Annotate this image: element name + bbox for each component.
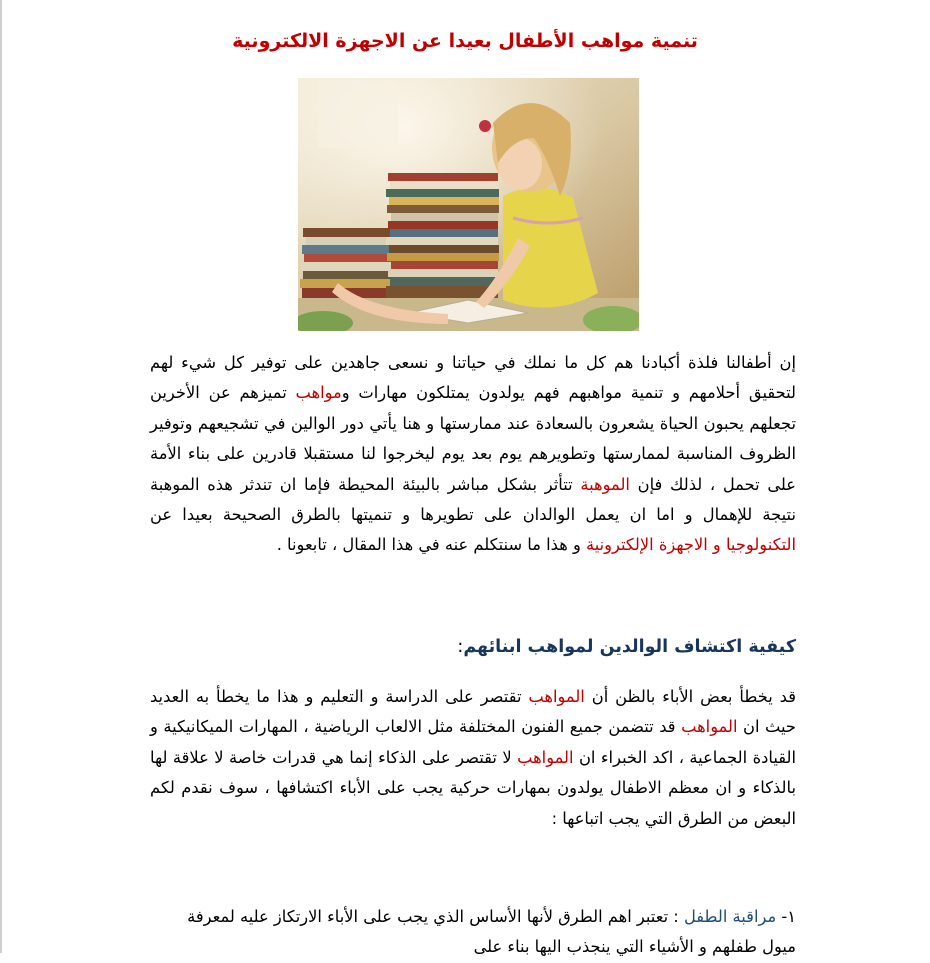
keyword-talents-1[interactable]: المواهب [528,687,585,706]
keyword-talents[interactable]: مواهب [295,383,342,403]
intro-text-4: و هذا ما سنتكلم عنه في هذا المقال ، تابعونا . [276,535,586,555]
intro-text-3: تتأثر بشكل مباشر بالبيئة المحيطة فإما ان تندثر هذه الموهبة نتيجة للإهمال و اما ان يعمل الوالدان على تطويرها و تنميتها بالطرق الصحيحة بعيدا عن [150,474,796,525]
article-title: تنمية مواهب الأطفال بعيدا عن الاجهزة الالكترونية [232,30,698,52]
keyword-talents-2[interactable]: المواهب [681,717,738,737]
keyword-technology[interactable]: التكنولوجيا و الاجهزة الإلكترونية [586,535,796,555]
list-item-number: ١- [781,907,796,926]
keyword-talents-3[interactable]: المواهب [517,747,574,767]
girl-reading-books-image [298,78,639,331]
section-heading-colon: : [457,637,464,657]
section-heading [150,632,796,662]
section-paragraph [150,682,796,834]
section-text-4: لا تقتصر على الذكاء إنما هي قدرات خاصة لا علاقة لها بالذكاء و ان معظم الاطفال يولدون بمهارات حركية يجب على الأباء اكتشافها ، سوف نقدم لكم البعض من الطرق التي يجب اتباعها : [150,747,796,828]
intro-paragraph [150,348,796,561]
list-item [150,902,796,963]
keyword-talent[interactable]: الموهبة [580,474,630,494]
article-photo [298,78,639,331]
intro-text-1: إن أطفالنا فلذة أكبادنا هم كل ما نملك في حياتنا و نسعى جاهدين على توفير كل شيء لهم لتحقيق أحلامهم و تنمية مواهبهم فهم يولدون يمتلكون مهارات و [150,353,796,403]
section-text-1: قد يخطأ بعض الأباء بالظن أن [584,687,796,706]
intro-text-2: تميزهم عن الأخرين تجعلهم يحبون الحياة يشعرون بالسعادة عند ممارستها و هنا يأتي دور الوالين في تشجيعهم وتوفير الظروف المناسبة لممارستها وتطويرهم يوم بعد يوم ليخرجوا لنا مستقبلا قادرين على بناء الأمة على تحمل ، لذلك فإن [150,383,797,494]
keyword-child-observation[interactable]: مراقبة الطفل [683,907,777,926]
list-item-text: : تعتبر اهم الطرق لأنها الأساس الذي يجب على الأباء الارتكاز عليه لمعرفة ميول طفلهم و الأشياء التي ينجذب اليها بناء على [187,907,796,957]
section-heading-text: كيفية اكتشاف الوالدين لمواهب ابنائهم [463,637,796,657]
section-text-3: قد تتضمن جميع الفنون المختلفة مثل الالعاب الرياضية ، المهارات الميكانيكية و القيادة الجماعية ، اكد الخبراء ان [150,717,796,767]
section-text-2: تقتصر على الدراسة و التعليم و هذا ما يخطأ به العديد حيث ان [150,687,796,737]
